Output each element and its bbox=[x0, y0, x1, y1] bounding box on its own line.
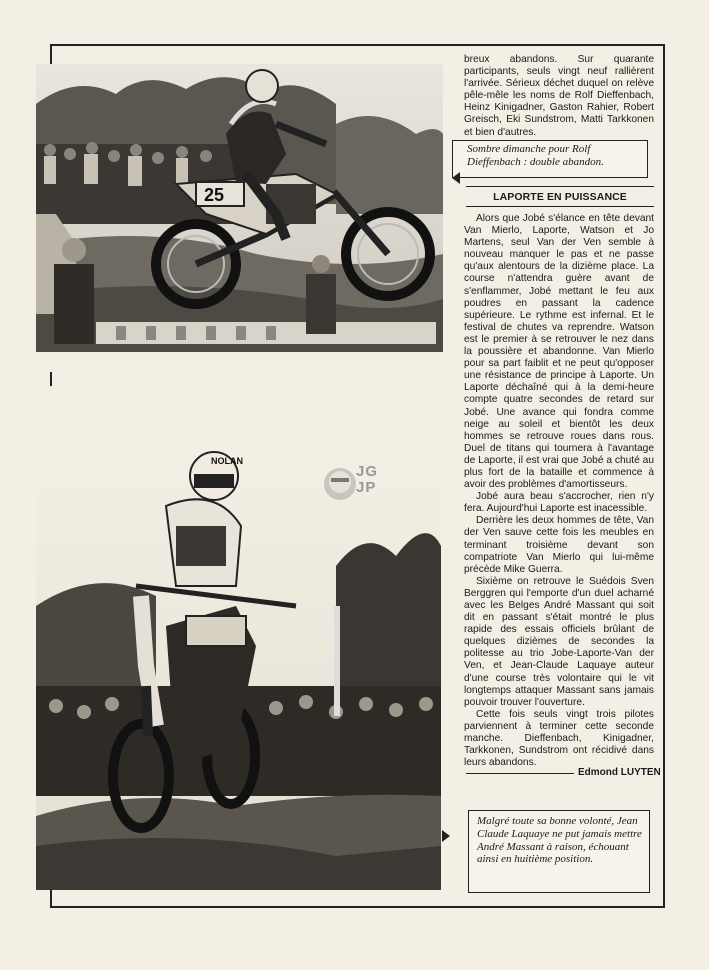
caption-top-photo: Sombre dimanche pour Rolf Dieffenbach : double abandon. bbox=[452, 140, 648, 178]
frame-rule-right bbox=[663, 44, 665, 908]
photo-rider-laquaye bbox=[36, 446, 441, 890]
author-signature: Edmond LUYTEN bbox=[578, 767, 661, 778]
heading-rule-top bbox=[466, 186, 654, 187]
body-paragraph: Sixième on retrouve le Suédois Sven Berggren qui l'emporte d'un duel acharné avec les Belges André Massant qui soit dit en passant s'était montré le plus rapide des essais officiels brûlant de quelques dizièmes de secondes la politesse au trio Jobe-Laporte-Van der Ven, et Jean-Claude Laquaye auteur d'une course très volontaire qui le vit longtemps attaquer Massant sans jamais pouvoir trouver l'ouverture. bbox=[464, 575, 654, 708]
body-column bbox=[464, 213, 654, 769]
caption-bottom-photo: Malgré toute sa bonne volonté, Jean Claude Laquaye ne put jamais mettre André Massant à raison, échouant ainsi en huitième position. bbox=[468, 810, 650, 893]
photo-rider-jumping bbox=[36, 64, 443, 352]
lead-column bbox=[464, 54, 654, 139]
signature-rule bbox=[466, 773, 574, 774]
section-heading: LAPORTE EN PUISSANCE bbox=[493, 191, 627, 203]
lead-paragraph: breux abandons. Sur quarante participants, seuls vingt neuf rallièrent l'arrivée. Sérieux déchet duquel on relève pêle-mêle les noms de Rolf Dieffenbach, Heinz Kinigadner, Gaston Rahier, Robert Greisch, Eki Sundstrom, Matti Tarkkonen et bien d'autres. bbox=[464, 54, 654, 138]
caption-top-arrow-icon bbox=[452, 172, 460, 184]
frame-rule-bottom bbox=[50, 906, 665, 908]
frame-rule-left-bottom bbox=[50, 888, 52, 908]
frame-rule-left-tick bbox=[50, 372, 52, 386]
watermark-text: JG JP bbox=[356, 463, 379, 496]
body-paragraph: Alors que Jobé s'élance en tête devant Van Mierlo, Laporte, Watson et Jo Martens, seul Van der Ven semble à nouveau manquer le pas et ne passe qu'aux alentours de la dizième place. La course n'attendra guère avant de s'enflammer, Jobé mettant le feu aux poudres en passant la cadence supérieure. Le rythme est infernal. Et le festival de chutes va reprendre. Watson est le premier à se retrouver le nez dans la poussière et abandonne. Van Mierlo pour sa part faiblit et ne peut qu'opposer une résistance de principe à Laporte. Un Laporte déchaîné qui à la demi-heure compte quatre secondes de retard sur Jobé. Une avance qui fondra comme neige au soleil et bientôt les deux hommes se retrouve roues dans rous. Duel de titans qui tournera à l'avantage de Laporte, il est vrai que Jobé a chuté au plus fort de la bataille et commence à avoir des problèmes d'amortisseurs. bbox=[464, 213, 654, 491]
helmet-text: NOLAN bbox=[211, 456, 243, 466]
body-paragraph: Jobé aura beau s'accrocher, rien n'y fera. Aujourd'hui Laporte est inacessible. bbox=[464, 491, 654, 515]
number-plate-text: 25 bbox=[204, 185, 225, 205]
heading-rule-bottom bbox=[466, 206, 654, 207]
frame-rule-top bbox=[50, 44, 665, 46]
body-paragraph: Derrière les deux hommes de tête, Van der Ven sauve cette fois les meubles en terminant troisième devant son compatriote Van Mierlo qui lui-même précède Mike Guerra. bbox=[464, 515, 654, 575]
body-paragraph: Cette fois seuls vingt trois pilotes parviennent à terminer cette seconde manche. Dieffenbach, Kinigadner, Tarkkonen, Sundstrom ont récidivé dans leurs abandons. bbox=[464, 708, 654, 769]
caption-bottom-arrow-icon bbox=[442, 830, 450, 842]
